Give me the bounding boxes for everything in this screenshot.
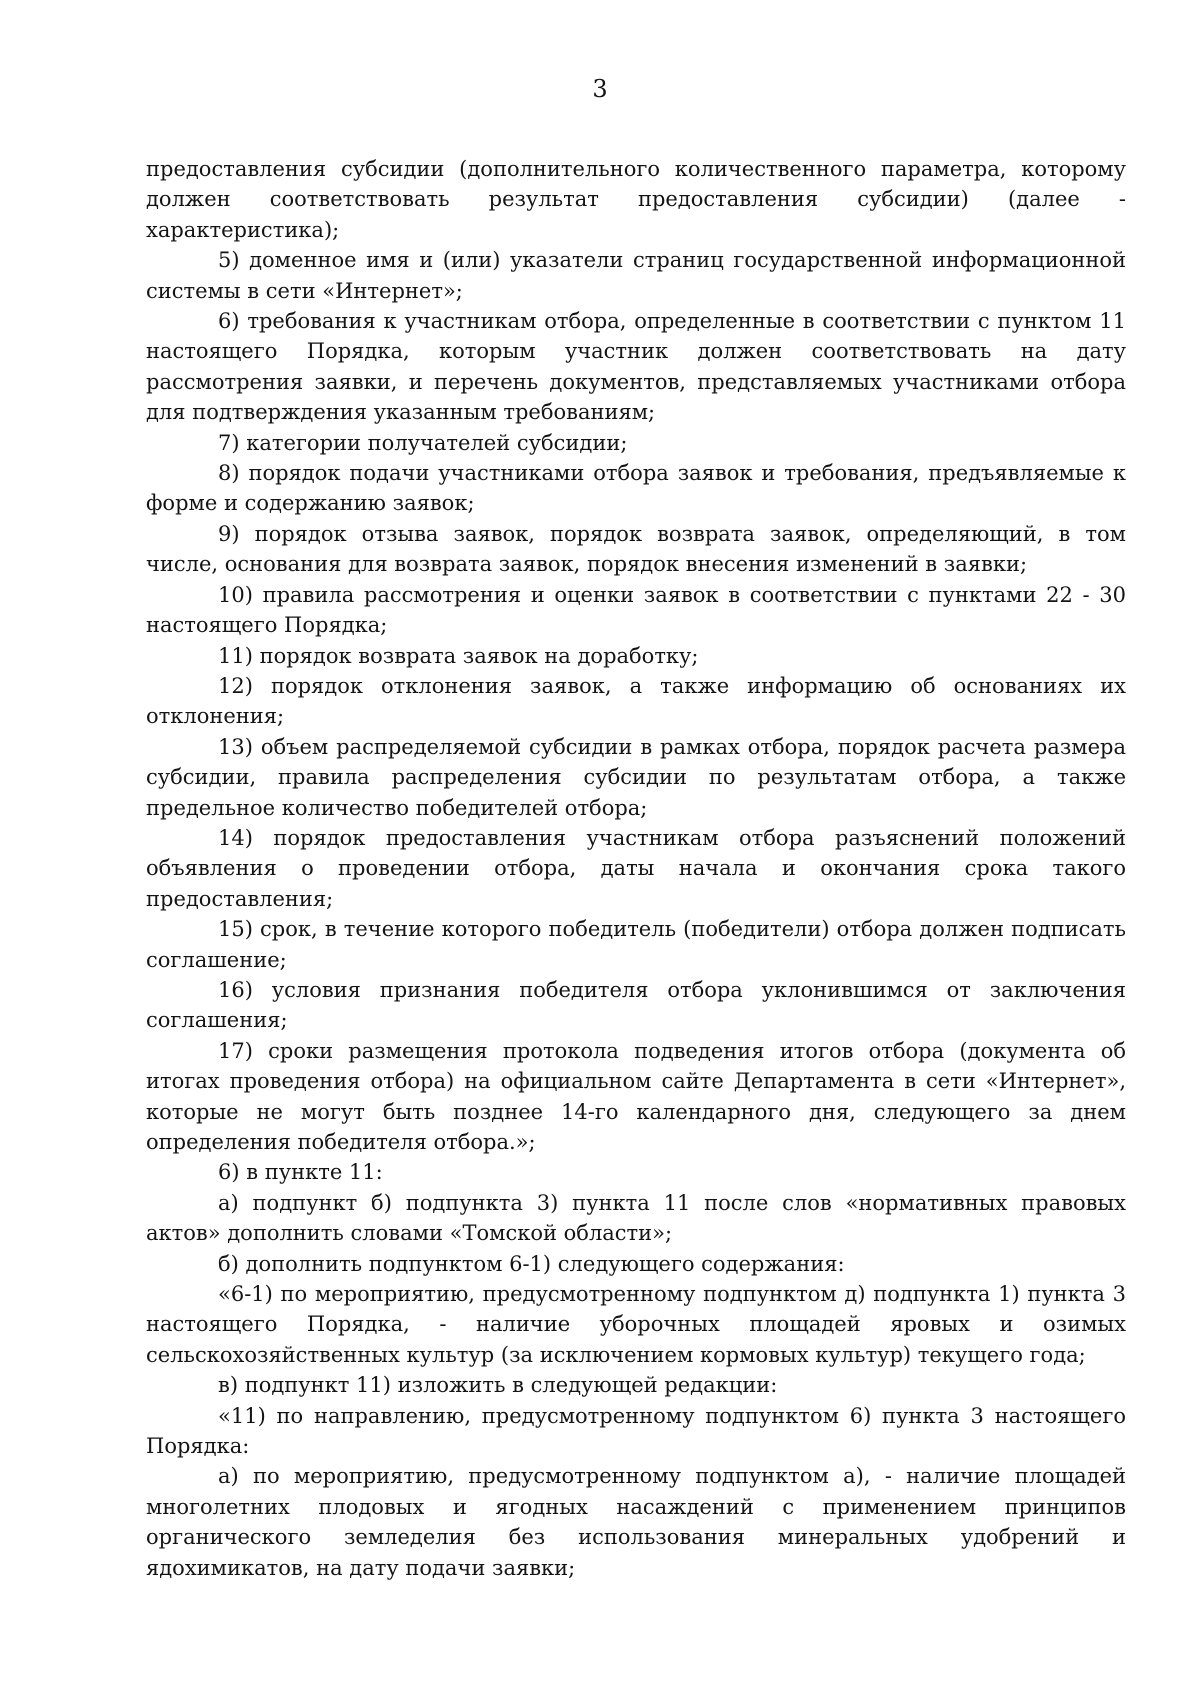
paragraph-item-6: 6) требования к участникам отбора, определенные в соответствии с пунктом 11 настоящего Порядка, которым участник должен соответствовать на дату рассмотрения заявки, и перечень документов, представляемых участниками отбора для подтверждения указанным требованиям; [146, 309, 1126, 425]
paragraph-subpoint-11-a: а) по мероприятию, предусмотренному подпунктом а), - наличие площадей многолетних плодовых и ягодных насаждений с применением принципов органического земледелия без использования минеральных удобрений и ядохимикатов, на дату подачи заявки; [146, 1464, 1126, 1580]
paragraph-item-7: 7) категории получателей субсидии; [218, 430, 628, 455]
paragraph-item-8: 8) порядок подачи участниками отбора заявок и требования, предъявляемые к форме и содержанию заявок; [146, 461, 1126, 516]
paragraph-item-15: 15) срок, в течение которого победитель (победители) отбора должен подписать соглашение; [146, 917, 1126, 972]
paragraph-item-5: 5) доменное имя и (или) указатели страниц государственной информационной системы в сети «Интернет»; [146, 248, 1126, 303]
document-body [146, 154, 1126, 1583]
paragraph-item-11: 11) порядок возврата заявок на доработку; [218, 643, 699, 668]
paragraph-subpoint-v: в) подпункт 11) изложить в следующей редакции: [218, 1373, 778, 1398]
paragraph-item-17: 17) сроки размещения протокола подведения итогов отбора (документа об итогах проведения отбора) на официальном сайте Департамента в сети «Интернет», которые не могут быть позднее 14-го календарного дня, следующего за днем определения победителя отбора.»; [146, 1038, 1126, 1154]
paragraph-subpoint-b: б) дополнить подпунктом 6-1) следующего содержания: [218, 1251, 845, 1276]
paragraph-item-14: 14) порядок предоставления участникам отбора разъяснений положений объявления о проведении отбора, даты начала и окончания срока такого предоставления; [146, 825, 1126, 911]
paragraph-item-13: 13) объем распределяемой субсидии в рамках отбора, порядок расчета размера субсидии, правила распределения субсидии по результатам отбора, а также предельное количество победителей отбора; [146, 734, 1126, 820]
page-number: 3 [592, 75, 608, 103]
paragraph-point-11-heading: 6) в пункте 11: [218, 1160, 383, 1185]
paragraph-subpoint-a: а) подпункт б) подпункта 3) пункта 11 после слов «нормативных правовых актов» дополнить словами «Томской области»; [146, 1190, 1126, 1246]
paragraph-characteristic: предоставления субсидии (дополнительного количественного параметра, которому должен соответствовать результат предоставления субсидии) (далее - характеристика); [146, 157, 1126, 242]
paragraph-subpoint-6-1: «6-1) по мероприятию, предусмотренному подпунктом д) подпункта 1) пункта 3 настоящего Порядка, - наличие уборочных площадей яровых и озимых сельскохозяйственных культур (за исключением кормовых культур) текущего года; [146, 1282, 1126, 1367]
paragraph-item-9: 9) порядок отзыва заявок, порядок возврата заявок, определяющий, в том числе, основания для возврата заявок, порядок внесения изменений в заявки; [146, 521, 1126, 577]
paragraph-item-10: 10) правила рассмотрения и оценки заявок в соответствии с пунктами 22 - 30 настоящего Порядка; [146, 582, 1126, 638]
paragraph-item-16: 16) условия признания победителя отбора уклонившимся от заключения соглашения; [146, 977, 1126, 1033]
paragraph-item-12: 12) порядок отклонения заявок, а также информацию об основаниях их отклонения; [146, 673, 1126, 729]
paragraph-subpoint-11: «11) по направлению, предусмотренному подпунктом 6) пункта 3 настоящего Порядка: [146, 1403, 1126, 1459]
